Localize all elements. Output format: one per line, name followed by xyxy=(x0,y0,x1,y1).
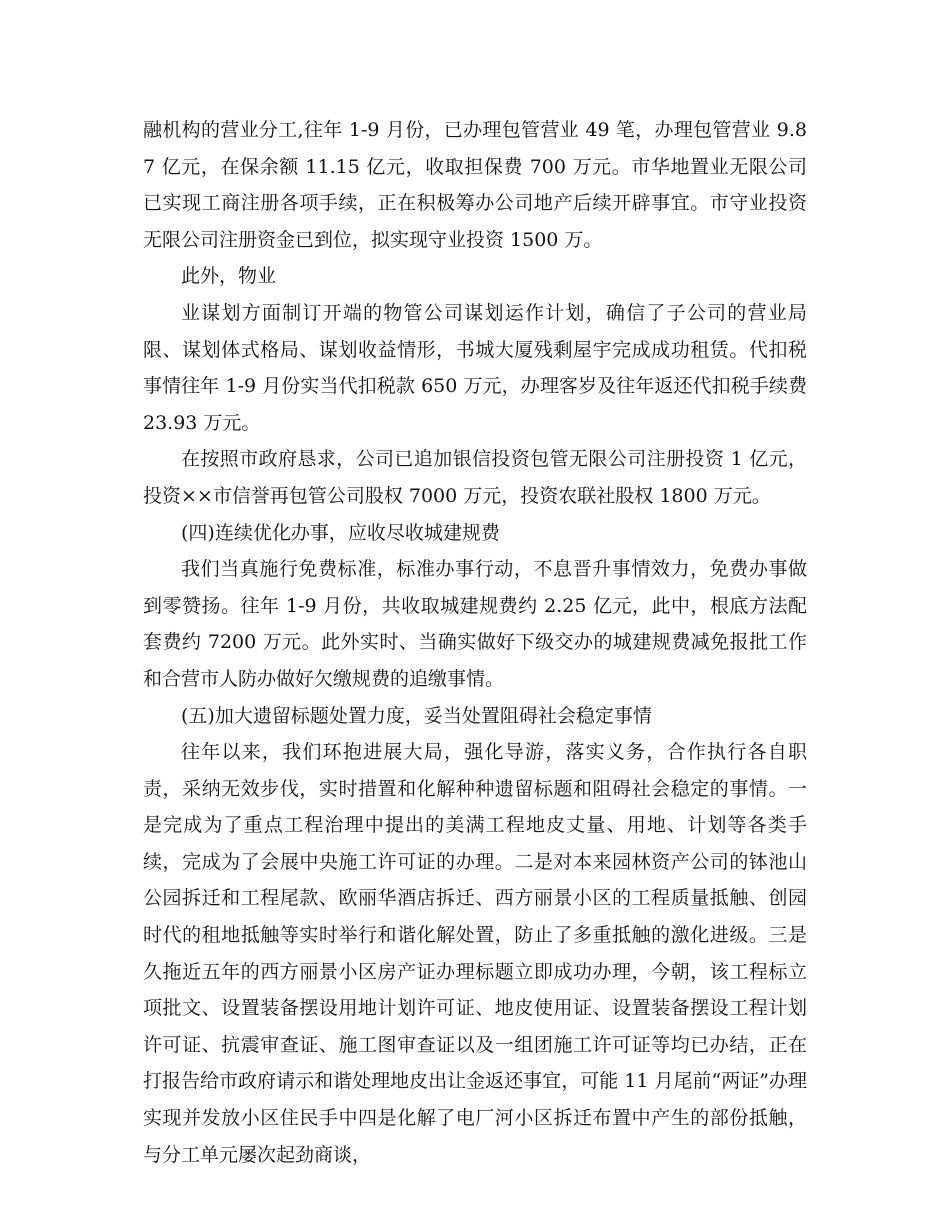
paragraph-legacy-issues: 往年以来，我们环抱进展大局，强化导游，落实义务，合作执行各自职责，采纳无效步伐，实时措置和化解种种遗留标题和阻碍社会稳定的事情。一是完成为了重点工程治理中提出的美满工程地皮丈量、用地、计划等各类手续，完成为了会展中央施工许可证的办理。二是对本来园林资产公司的钵池山公园拆迁和工程尾款、欧丽华酒店拆迁、西方丽景小区的工程质量抵触、创园时代的租地抵触等实时举行和谐化解处置，防止了多重抵触的激化进级。三是久拖近五年的西方丽景小区房产证办理标题立即成功办理，今朝，该工程标立项批文、设置装备摆设用地计划许可证、地皮使用证、设置装备摆设工程计划许可证、抗震审查证、施工图审查证以及一组团施工许可证等均已办结，正在打报告给市政府请示和谐处理地皮出让金返还事宜，可能 11 月尾前“两证”办理实现并发放小区住民手中四是化解了电厂河小区拆迁布置中产生的部份抵触，与分工单元屡次起劲商谈， xyxy=(143,741,807,1166)
document-body xyxy=(143,112,807,1173)
paragraph-financial-business: 融机构的营业分工,往年 1-9 月份，已办理包管营业 49 笔，办理包管营业 9.87 亿元，在保余额 11.15 亿元，收取担保费 700 万元。市华地置业无限公司已实现工商注册各项手续，正在积极筹办公司地产后续开辟事宜。市守业投资无限公司注册资金已到位，拟实现守业投资 1500 万。 xyxy=(143,119,807,251)
section-heading-five: (五)加大遗留标题处置力度，妥当处置阻碍社会稳定事情 xyxy=(181,704,652,727)
paragraph-fees: 我们当真施行免费标准，标准办事行动，不息晋升事情效力，免费办事做到零赞扬。往年 1-9 月份，共收取城建规费约 2.25 亿元，此中，根底方法配套费约 7200 万元。此外实时、当确实做好下级交办的城建规费减免报批工作和合营市人防办做好欠缴规费的追缴事情。 xyxy=(143,558,807,690)
paragraph-property-plan: 业谋划方面制订开端的物管公司谋划运作计划，确信了子公司的营业局限、谋划体式格局、谋划收益情形，书城大厦残剩屋宇完成成功租赁。代扣税事情往年 1-9 月份实当代扣税款 650 万元，办理客岁及往年返还代扣税手续费 23.93 万元。 xyxy=(143,301,807,434)
paragraph-investment: 在按照市政府恳求，公司已追加银信投资包管无限公司注册投资 1 亿元，投资××市信誉再包管公司股权 7000 万元，投资农联社股权 1800 万元。 xyxy=(143,448,807,507)
section-heading-four: (四)连续优化办事，应收尽收城建规费 xyxy=(181,521,500,544)
paragraph-property-intro: 此外，物业 xyxy=(181,265,277,288)
